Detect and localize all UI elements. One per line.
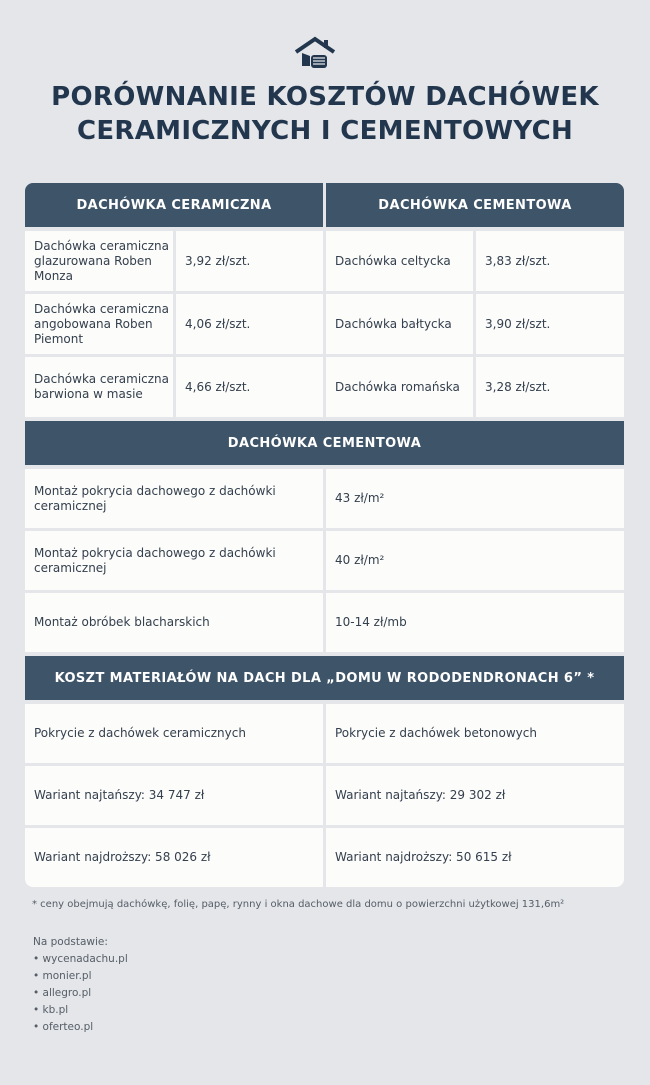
installation-value-text: 10-14 zł/mb <box>335 615 407 629</box>
page-title <box>0 80 650 148</box>
source-item: • wycenadachu.pl <box>33 951 128 968</box>
cement-tile-name-text: Dachówka bałtycka <box>335 316 452 331</box>
ceramic-tile-price <box>176 294 323 354</box>
header-cement <box>326 183 624 227</box>
source-item: • oferteo.pl <box>33 1019 128 1036</box>
materials-ceramic-text: Wariant najdroższy: 58 026 zł <box>34 850 211 864</box>
materials-concrete <box>326 704 624 763</box>
installation-label <box>25 531 323 590</box>
ceramic-tile-name-text: Dachówka ceramiczna glazurowana Roben Monza <box>34 238 170 283</box>
cement-tile-price <box>476 294 624 354</box>
cement-tile-price-text: 3,83 zł/szt. <box>485 253 551 268</box>
materials-concrete <box>326 828 624 887</box>
footnote: * ceny obejmują dachówkę, folię, papę, rynny i okna dachowe dla domu o powierzchni użytkowej 131,6m² <box>32 899 565 910</box>
installation-value-text: 40 zł/m² <box>335 553 385 567</box>
header-cement-label: DACHÓWKA CEMENTOWA <box>378 197 572 213</box>
materials-ceramic-text: Wariant najtańszy: 34 747 zł <box>34 788 205 802</box>
cement-tile-price <box>476 357 624 417</box>
cement-tile-price-text: 3,90 zł/szt. <box>485 316 551 331</box>
page-title-line-2: CERAMICZNYCH I CEMENTOWYCH <box>76 116 574 146</box>
cement-tile-price <box>476 231 624 291</box>
materials-concrete <box>326 766 624 825</box>
source-item: • monier.pl <box>33 968 128 985</box>
installation-label-text: Montaż pokrycia dachowego z dachówki ceramicznej <box>34 545 276 575</box>
cement-tile-name <box>326 294 473 354</box>
cement-tile-name <box>326 357 473 417</box>
installation-value <box>326 593 624 652</box>
ceramic-tile-name-text: Dachówka ceramiczna angobowana Roben Piemont <box>34 301 170 346</box>
header-ceramic <box>25 183 323 227</box>
header-ceramic-label: DACHÓWKA CERAMICZNA <box>76 197 272 213</box>
ceramic-tile-price <box>176 231 323 291</box>
house-hand-icon <box>292 36 338 70</box>
page-title-line-1: PORÓWNANIE KOSZTÓW DACHÓWEK <box>51 82 599 112</box>
sources <box>33 934 128 1036</box>
ceramic-tile-price-text: 3,92 zł/szt. <box>185 253 251 268</box>
header-materials-cost-label: KOSZT MATERIAŁÓW NA DACH DLA „DOMU W RODODENDRONACH 6” * <box>54 670 595 686</box>
source-item: • kb.pl <box>33 1002 128 1019</box>
materials-ceramic-text: Pokrycie z dachówek ceramicznych <box>34 726 246 740</box>
cement-tile-name-text: Dachówka romańska <box>335 379 460 394</box>
cement-tile-price-text: 3,28 zł/szt. <box>485 379 551 394</box>
materials-ceramic <box>25 766 323 825</box>
ceramic-tile-price-text: 4,06 zł/szt. <box>185 316 251 331</box>
installation-label-text: Montaż obróbek blacharskich <box>34 615 210 629</box>
materials-ceramic <box>25 704 323 763</box>
source-item: • allegro.pl <box>33 985 128 1002</box>
cement-tile-name-text: Dachówka celtycka <box>335 253 451 268</box>
materials-concrete-text: Wariant najdroższy: 50 615 zł <box>335 850 512 864</box>
ceramic-tile-price <box>176 357 323 417</box>
installation-value <box>326 469 624 528</box>
ceramic-tile-name-text: Dachówka ceramiczna barwiona w masie <box>34 372 170 401</box>
ceramic-tile-name <box>25 231 173 291</box>
installation-value <box>326 531 624 590</box>
installation-label-text: Montaż pokrycia dachowego z dachówki ceramicznej <box>34 483 276 513</box>
installation-label <box>25 593 323 652</box>
ceramic-tile-name <box>25 357 173 417</box>
header-materials-cost <box>25 656 624 700</box>
materials-concrete-text: Wariant najtańszy: 29 302 zł <box>335 788 506 802</box>
materials-ceramic <box>25 828 323 887</box>
installation-value-text: 43 zł/m² <box>335 491 385 505</box>
sources-list <box>33 951 128 1036</box>
materials-concrete-text: Pokrycie z dachówek betonowych <box>335 726 537 740</box>
installation-label <box>25 469 323 528</box>
ceramic-tile-name <box>25 294 173 354</box>
header-installation-label: DACHÓWKA CEMENTOWA <box>227 435 422 451</box>
cement-tile-name <box>326 231 473 291</box>
header-installation <box>25 421 624 465</box>
sources-heading: Na podstawie: <box>33 936 108 948</box>
ceramic-tile-price-text: 4,66 zł/szt. <box>185 379 251 394</box>
